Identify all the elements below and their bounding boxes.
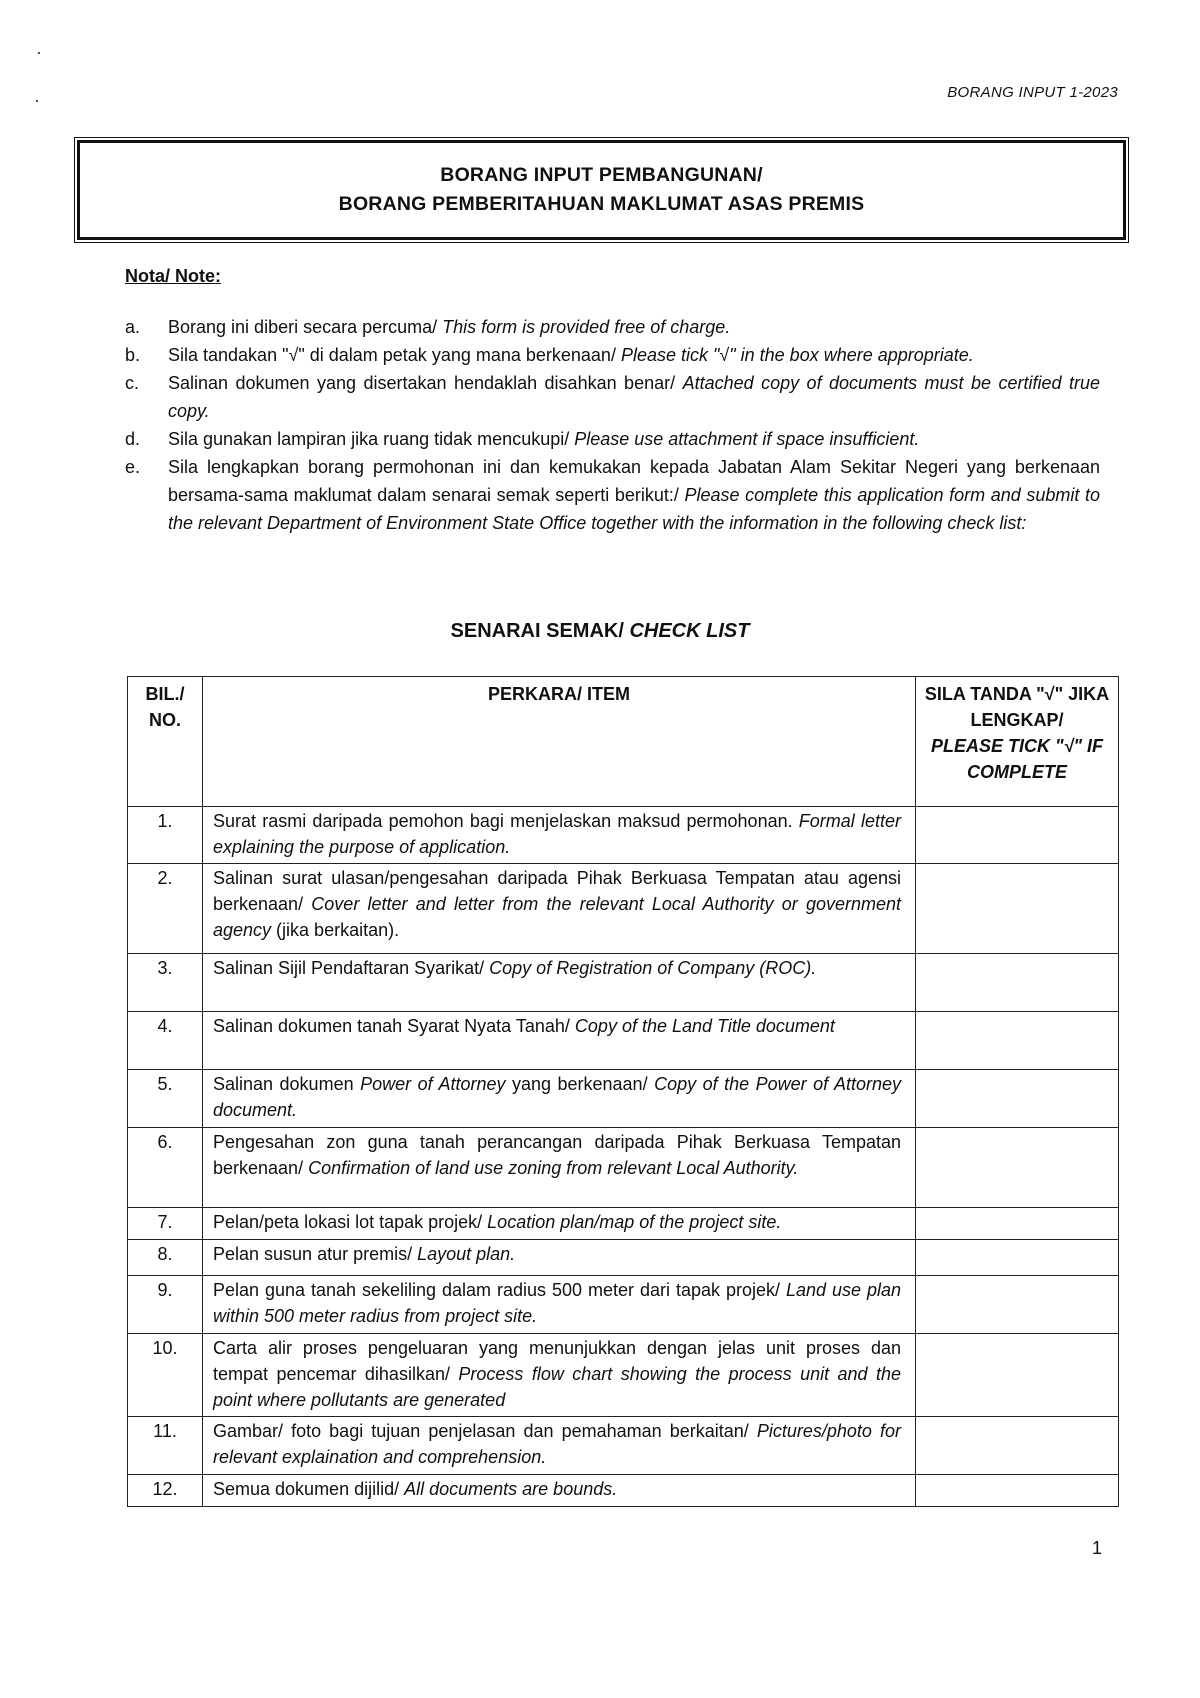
- row-item-ms: Pelan susun atur premis/: [213, 1244, 418, 1264]
- row-item-tail: yang berkenaan/: [505, 1074, 655, 1094]
- row-item: [203, 1128, 916, 1208]
- row-item-ms: Salinan Sijil Pendaftaran Syarikat/: [213, 958, 490, 978]
- tick-box[interactable]: [916, 1475, 1119, 1507]
- row-number: 5.: [128, 1070, 203, 1128]
- row-item: [203, 1276, 916, 1334]
- note-text-ms: Sila gunakan lampiran jika ruang tidak mencukupi/: [168, 429, 575, 449]
- note-item: [125, 341, 1100, 369]
- note-text-ms: Sila tandakan "√" di dalam petak yang mana berkenaan/: [168, 345, 621, 365]
- note-text-ms: Sila lengkapkan borang permohonan ini dan kemukakan kepada Jabatan Alam Sekitar Negeri yang berkenaan bersama-sama maklumat dalam senarai semak seperti berikut:/: [168, 457, 1100, 505]
- row-item-en: Location plan/map of the project site.: [487, 1212, 782, 1232]
- title-line-1: BORANG INPUT PEMBANGUNAN/: [440, 164, 763, 186]
- row-number: 6.: [128, 1128, 203, 1208]
- title-line-2: BORANG PEMBERITAHUAN MAKLUMAT ASAS PREMIS: [338, 193, 865, 215]
- scan-speck: [38, 52, 40, 54]
- row-item-en: All documents are bounds.: [404, 1479, 618, 1499]
- row-item: [203, 1240, 916, 1276]
- row-item-en: Layout plan.: [417, 1244, 516, 1264]
- table-row: [128, 1208, 1119, 1240]
- checklist-title-ms: SENARAI SEMAK/: [450, 620, 630, 642]
- form-code: BORANG INPUT 1-2023: [947, 84, 1118, 101]
- row-item-en: Copy of the Land Title document: [574, 1016, 835, 1036]
- table-row: [128, 1276, 1119, 1334]
- header-no: BIL./ NO.: [128, 677, 203, 807]
- tick-box[interactable]: [916, 1417, 1119, 1475]
- note-label: Nota/ Note:: [125, 266, 221, 286]
- table-row: [128, 1417, 1119, 1475]
- row-item: [203, 864, 916, 954]
- tick-box[interactable]: [916, 1012, 1119, 1070]
- row-number: 12.: [128, 1475, 203, 1507]
- row-item-en: Process flow chart showing the process unit and the point where pollutants are generated: [213, 1364, 901, 1410]
- note-item: [125, 425, 1100, 453]
- row-item: [203, 1012, 916, 1070]
- row-number: 8.: [128, 1240, 203, 1276]
- row-item-ms: Semua dokumen dijilid/: [213, 1479, 405, 1499]
- table-row: [128, 1012, 1119, 1070]
- row-item-en: Cover letter and letter from the relevant Local Authority or government agency: [213, 894, 902, 940]
- note-letter: c.: [125, 373, 140, 393]
- row-number: 9.: [128, 1276, 203, 1334]
- row-item-ms: Carta alir proses pengeluaran yang menunjukkan dengan jelas unit proses dan tempat pencemar dihasilkan/: [213, 1338, 901, 1384]
- row-item-ms: Gambar/ foto bagi tujuan penjelasan dan pemahaman berkaitan/: [213, 1421, 757, 1441]
- row-item: [203, 807, 916, 864]
- header-tick-en: PLEASE TICK "√" IF COMPLETE: [931, 736, 1103, 782]
- table-row: [128, 1240, 1119, 1276]
- row-item-ms: Surat rasmi daripada pemohon bagi menjelaskan maksud permohonan.: [213, 811, 799, 831]
- header-tick: [916, 677, 1119, 807]
- tick-box[interactable]: [916, 1208, 1119, 1240]
- note-letter: e.: [125, 457, 141, 477]
- row-item-en: Pictures/photo for relevant explaination and comprehension.: [213, 1421, 901, 1467]
- checklist-title-en: CHECK LIST: [629, 620, 750, 642]
- table-row: [128, 1475, 1119, 1507]
- note-text-ms: Salinan dokumen yang disertakan hendaklah disahkan benar/: [168, 373, 683, 393]
- row-number: 1.: [128, 807, 203, 864]
- table-row: [128, 1128, 1119, 1208]
- note-text-en: Please use attachment if space insufficient.: [574, 429, 920, 449]
- checklist-title: [0, 620, 1200, 643]
- row-item: [203, 1475, 916, 1507]
- tick-box[interactable]: [916, 1070, 1119, 1128]
- header-item: PERKARA/ ITEM: [203, 677, 916, 807]
- table-header-row: [128, 677, 1119, 807]
- page-number: 1: [1091, 1538, 1102, 1558]
- note-text-ms: Borang ini diberi secara percuma/: [168, 317, 443, 337]
- row-item: [203, 1070, 916, 1128]
- note-item: [125, 313, 1100, 341]
- note-letter: a.: [125, 317, 141, 337]
- notes-list: [125, 313, 1100, 537]
- row-item-ms: Salinan dokumen tanah Syarat Nyata Tanah/: [213, 1016, 575, 1036]
- row-item-ms: Salinan surat ulasan/pengesahan daripada Pihak Berkuasa Tempatan atau agensi berkenaan/: [213, 868, 901, 914]
- tick-box[interactable]: [916, 1334, 1119, 1417]
- header-tick-ms: SILA TANDA "√" JIKA LENGKAP/: [924, 684, 1110, 730]
- row-item-en: Copy of Registration of Company (ROC).: [489, 958, 817, 978]
- row-number: 3.: [128, 954, 203, 1012]
- tick-box[interactable]: [916, 1240, 1119, 1276]
- row-item-en: Power of Attorney: [360, 1074, 506, 1094]
- table-row: [128, 807, 1119, 864]
- note-item: [125, 369, 1100, 425]
- tick-box[interactable]: [916, 864, 1119, 954]
- row-item-ms: Pelan/peta lokasi lot tapak projek/: [213, 1212, 488, 1232]
- row-item-en: Confirmation of land use zoning from relevant Local Authority.: [308, 1158, 799, 1178]
- row-item: [203, 1334, 916, 1417]
- row-item-ms: Pelan guna tanah sekeliling dalam radius 500 meter dari tapak projek/: [213, 1280, 786, 1300]
- row-item-en: Land use plan within 500 meter radius from project site.: [213, 1280, 901, 1326]
- row-number: 11.: [128, 1417, 203, 1475]
- row-item-tail: (jika berkaitan).: [271, 920, 400, 940]
- table-row: [128, 864, 1119, 954]
- row-number: 2.: [128, 864, 203, 954]
- tick-box[interactable]: [916, 1128, 1119, 1208]
- note-letter: b.: [125, 345, 141, 365]
- row-item: [203, 1208, 916, 1240]
- note-text-en: This form is provided free of charge.: [442, 317, 731, 337]
- row-number: 7.: [128, 1208, 203, 1240]
- row-item-en: Formal letter explaining the purpose of application.: [213, 811, 901, 857]
- tick-box[interactable]: [916, 1276, 1119, 1334]
- tick-box[interactable]: [916, 807, 1119, 864]
- table-row: [128, 1070, 1119, 1128]
- note-text-en: Please tick "√" in the box where appropriate.: [620, 345, 974, 365]
- table-row: [128, 954, 1119, 1012]
- row-item-en2: Copy of the Power of Attorney document.: [213, 1074, 901, 1120]
- row-item: [203, 1417, 916, 1475]
- row-item-ms: Pengesahan zon guna tanah perancangan daripada Pihak Berkuasa Tempatan berkenaan/: [213, 1132, 901, 1178]
- tick-box[interactable]: [916, 954, 1119, 1012]
- row-item-ms: Salinan dokumen: [213, 1074, 361, 1094]
- checklist-table: [127, 676, 1119, 1507]
- scan-speck: [36, 100, 38, 102]
- note-text-en: Please complete this application form and submit to the relevant Department of Environment State Office together with the information in the following check list:: [168, 485, 1101, 533]
- row-number: 4.: [128, 1012, 203, 1070]
- note-letter: d.: [125, 429, 141, 449]
- title-box: [77, 140, 1126, 240]
- row-item: [203, 954, 916, 1012]
- row-number: 10.: [128, 1334, 203, 1417]
- note-item: [125, 453, 1100, 537]
- table-row: [128, 1334, 1119, 1417]
- note-text-en: Attached copy of documents must be certified true copy.: [168, 373, 1100, 421]
